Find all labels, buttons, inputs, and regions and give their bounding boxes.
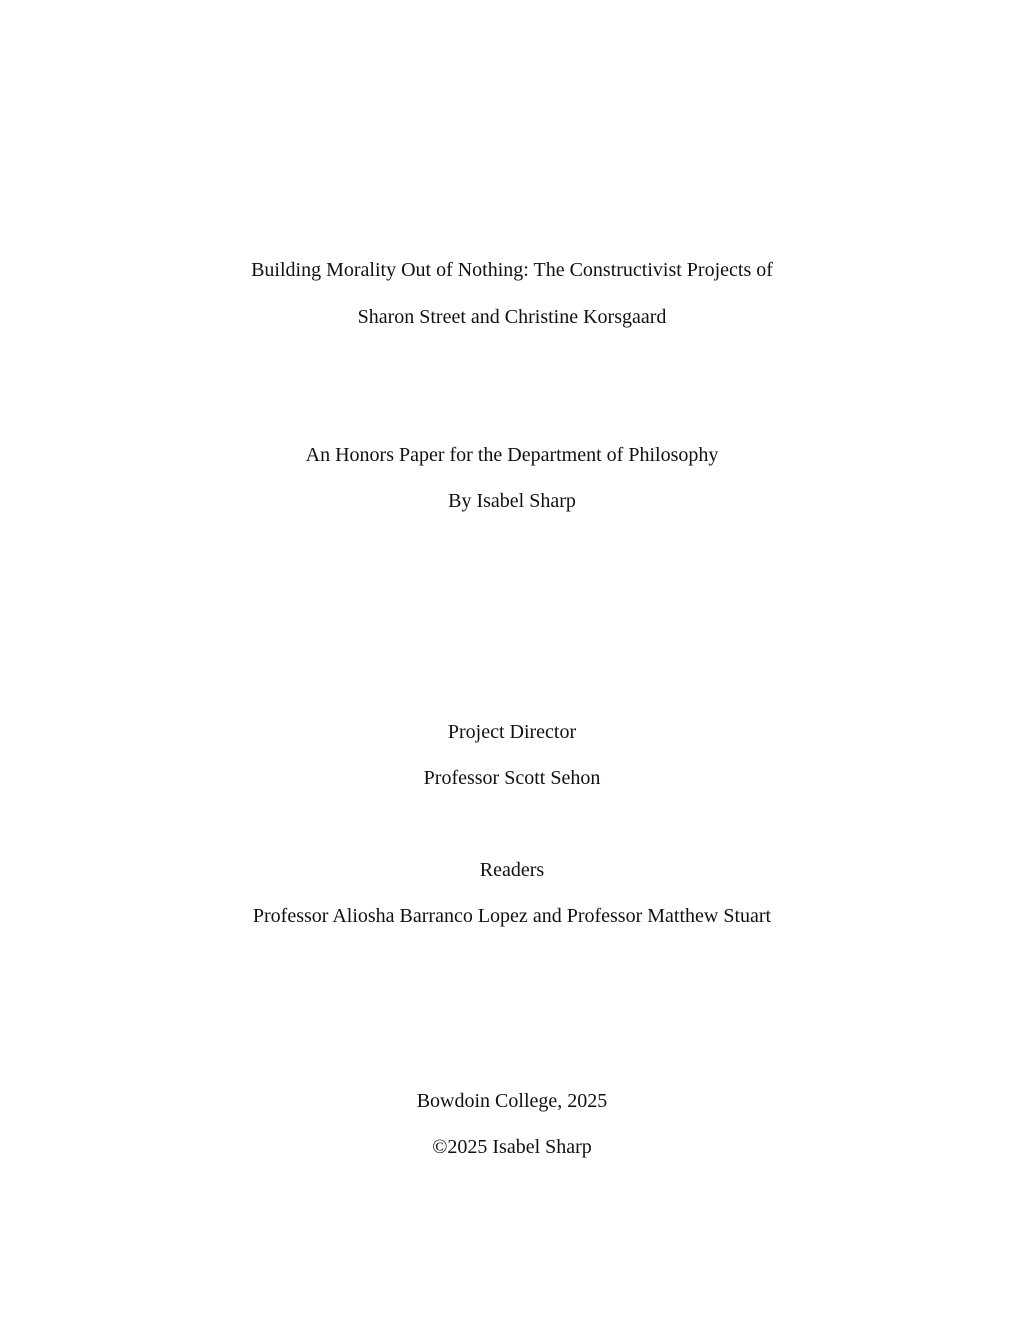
paper-title-line-1: Building Morality Out of Nothing: The Constructivist Projects of (251, 259, 773, 281)
author-line: By Isabel Sharp (448, 490, 576, 512)
readers-heading: Readers (479, 859, 545, 881)
copyright-notice: ©2025 Isabel Sharp (432, 1136, 592, 1158)
institution-year: Bowdoin College, 2025 (416, 1090, 608, 1112)
paper-type: An Honors Paper for the Department of Philosophy (305, 444, 719, 466)
director-heading: Project Director (447, 721, 577, 743)
director-name: Professor Scott Sehon (423, 767, 601, 789)
readers-names: Professor Aliosha Barranco Lopez and Professor Matthew Stuart (252, 905, 772, 927)
paper-title-line-2: Sharon Street and Christine Korsgaard (357, 306, 667, 328)
